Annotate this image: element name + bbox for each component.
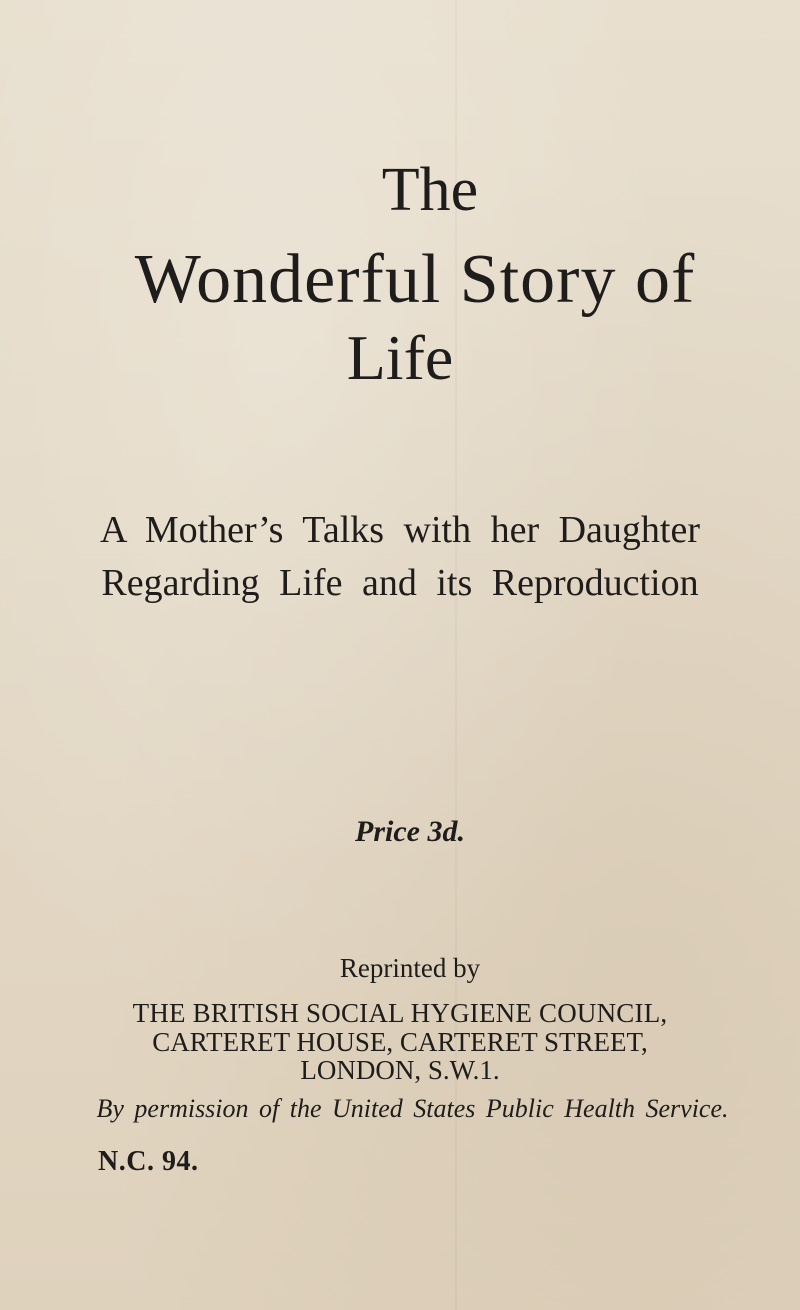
reprinted-by-label: Reprinted by: [339, 953, 481, 983]
permission-note: By permission of the United States Public Health Service.: [96, 1094, 729, 1123]
title-line-3: Life: [346, 322, 454, 393]
publisher-address: CARTERET HOUSE, CARTERET STREET,: [152, 1027, 648, 1057]
catalog-code: N.C. 94.: [98, 1146, 199, 1177]
price-text: Price 3d.: [355, 815, 465, 848]
publisher-city: LONDON, S.W.1.: [300, 1055, 500, 1085]
publisher-name: THE BRITISH SOCIAL HYGIENE COUNCIL,: [132, 998, 668, 1028]
title-line-2: Wonderful Story of: [134, 241, 696, 318]
subtitle-line-1: A Mother’s Talks with her Daughter: [99, 509, 701, 551]
subtitle-line-2: Regarding Life and its Reproduction: [101, 562, 699, 604]
title-line-1: The: [381, 156, 479, 224]
